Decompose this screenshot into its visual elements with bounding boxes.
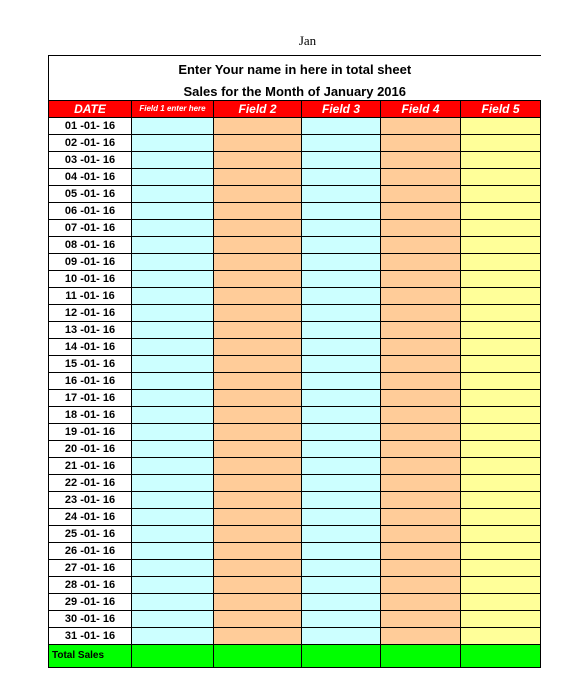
total-field-1-cell[interactable] (132, 645, 214, 668)
field-4-cell[interactable] (381, 254, 461, 271)
field-2-cell[interactable] (214, 424, 302, 441)
field-4-cell[interactable] (381, 611, 461, 628)
field-3-cell[interactable] (302, 407, 381, 424)
table-row (49, 118, 541, 135)
field-1-cell[interactable] (132, 594, 214, 611)
field-4-cell[interactable] (381, 339, 461, 356)
table-row (49, 152, 541, 169)
field-3-cell[interactable] (302, 458, 381, 475)
field-3-cell[interactable] (302, 424, 381, 441)
field-1-cell[interactable] (132, 305, 214, 322)
date-cell: 28 -01- 16 (49, 577, 132, 594)
field-2-cell[interactable] (214, 118, 302, 135)
table-row (49, 441, 541, 458)
column-header-field-3: Field 3 (302, 101, 381, 118)
date-cell: 16 -01- 16 (49, 373, 132, 390)
table-row (49, 322, 541, 339)
date-cell: 19 -01- 16 (49, 424, 132, 441)
field-5-cell[interactable] (461, 356, 541, 373)
field-1-cell[interactable] (132, 288, 214, 305)
table-row (49, 611, 541, 628)
table-row (49, 271, 541, 288)
date-cell: 05 -01- 16 (49, 186, 132, 203)
field-3-cell[interactable] (302, 577, 381, 594)
field-3-cell[interactable] (302, 339, 381, 356)
field-4-cell[interactable] (381, 271, 461, 288)
field-4-cell[interactable] (381, 560, 461, 577)
field-5-cell[interactable] (461, 441, 541, 458)
field-4-cell[interactable] (381, 407, 461, 424)
field-2-cell[interactable] (214, 560, 302, 577)
field-1-cell[interactable] (132, 560, 214, 577)
field-2-cell[interactable] (214, 356, 302, 373)
field-1-cell[interactable] (132, 526, 214, 543)
field-2-cell[interactable] (214, 305, 302, 322)
field-5-cell[interactable] (461, 322, 541, 339)
table-row (49, 203, 541, 220)
field-4-cell[interactable] (381, 152, 461, 169)
field-2-cell[interactable] (214, 526, 302, 543)
date-cell: 03 -01- 16 (49, 152, 132, 169)
date-cell: 27 -01- 16 (49, 560, 132, 577)
subtitle-row (49, 84, 541, 101)
field-2-cell[interactable] (214, 322, 302, 339)
field-5-cell[interactable] (461, 220, 541, 237)
field-1-cell[interactable] (132, 475, 214, 492)
column-header-field-1: Field 1 enter here (132, 101, 214, 118)
table-row (49, 628, 541, 645)
field-2-cell[interactable] (214, 288, 302, 305)
field-5-cell[interactable] (461, 186, 541, 203)
field-2-cell[interactable] (214, 441, 302, 458)
table-row (49, 186, 541, 203)
field-1-cell[interactable] (132, 424, 214, 441)
field-3-cell[interactable] (302, 305, 381, 322)
field-5-cell[interactable] (461, 135, 541, 152)
field-2-cell[interactable] (214, 492, 302, 509)
field-1-cell[interactable] (132, 611, 214, 628)
table-row (49, 288, 541, 305)
field-3-cell[interactable] (302, 492, 381, 509)
field-3-cell[interactable] (302, 390, 381, 407)
table-row (49, 594, 541, 611)
field-5-cell[interactable] (461, 577, 541, 594)
field-4-cell[interactable] (381, 237, 461, 254)
field-5-cell[interactable] (461, 407, 541, 424)
field-2-cell[interactable] (214, 577, 302, 594)
field-4-cell[interactable] (381, 186, 461, 203)
field-3-cell[interactable] (302, 118, 381, 135)
field-3-cell[interactable] (302, 203, 381, 220)
field-4-cell[interactable] (381, 458, 461, 475)
field-1-cell[interactable] (132, 373, 214, 390)
date-cell: 25 -01- 16 (49, 526, 132, 543)
table-row (49, 424, 541, 441)
field-2-cell[interactable] (214, 186, 302, 203)
field-1-cell[interactable] (132, 186, 214, 203)
field-3-cell[interactable] (302, 594, 381, 611)
table-row (49, 390, 541, 407)
date-cell: 24 -01- 16 (49, 509, 132, 526)
field-4-cell[interactable] (381, 628, 461, 645)
field-5-cell[interactable] (461, 390, 541, 407)
date-cell: 23 -01- 16 (49, 492, 132, 509)
field-2-cell[interactable] (214, 458, 302, 475)
table-row (49, 492, 541, 509)
field-2-cell[interactable] (214, 271, 302, 288)
field-3-cell[interactable] (302, 543, 381, 560)
field-5-cell[interactable] (461, 628, 541, 645)
field-1-cell[interactable] (132, 203, 214, 220)
date-cell: 11 -01- 16 (49, 288, 132, 305)
table-row (49, 560, 541, 577)
total-field-3-cell[interactable] (302, 645, 381, 668)
field-5-cell[interactable] (461, 237, 541, 254)
date-cell: 26 -01- 16 (49, 543, 132, 560)
field-3-cell[interactable] (302, 152, 381, 169)
field-1-cell[interactable] (132, 254, 214, 271)
field-5-cell[interactable] (461, 169, 541, 186)
table-row (49, 305, 541, 322)
table-row (49, 407, 541, 424)
date-cell: 09 -01- 16 (49, 254, 132, 271)
field-1-cell[interactable] (132, 135, 214, 152)
field-4-cell[interactable] (381, 169, 461, 186)
field-2-cell[interactable] (214, 254, 302, 271)
column-header-date: DATE (49, 101, 132, 118)
field-4-cell[interactable] (381, 288, 461, 305)
column-header-field-5: Field 5 (461, 101, 541, 118)
field-5-cell[interactable] (461, 254, 541, 271)
page-header: Jan (298, 33, 317, 48)
field-4-cell[interactable] (381, 543, 461, 560)
field-3-cell[interactable] (302, 288, 381, 305)
field-5-cell[interactable] (461, 543, 541, 560)
field-4-cell[interactable] (381, 373, 461, 390)
field-4-cell[interactable] (381, 526, 461, 543)
field-5-cell[interactable] (461, 611, 541, 628)
column-header-field-4: Field 4 (381, 101, 461, 118)
table-row (49, 356, 541, 373)
field-3-cell[interactable] (302, 628, 381, 645)
field-1-cell[interactable] (132, 543, 214, 560)
field-2-cell[interactable] (214, 543, 302, 560)
field-3-cell[interactable] (302, 271, 381, 288)
field-3-cell[interactable] (302, 237, 381, 254)
date-cell: 13 -01- 16 (49, 322, 132, 339)
field-4-cell[interactable] (381, 577, 461, 594)
field-2-cell[interactable] (214, 628, 302, 645)
field-5-cell[interactable] (461, 526, 541, 543)
date-cell: 22 -01- 16 (49, 475, 132, 492)
field-4-cell[interactable] (381, 475, 461, 492)
field-5-cell[interactable] (461, 152, 541, 169)
field-2-cell[interactable] (214, 390, 302, 407)
total-field-5-cell[interactable] (461, 645, 541, 668)
table-row (49, 169, 541, 186)
field-2-cell[interactable] (214, 237, 302, 254)
field-3-cell[interactable] (302, 373, 381, 390)
field-1-cell[interactable] (132, 407, 214, 424)
field-4-cell[interactable] (381, 509, 461, 526)
date-cell: 06 -01- 16 (49, 203, 132, 220)
field-1-cell[interactable] (132, 390, 214, 407)
field-3-cell[interactable] (302, 509, 381, 526)
field-4-cell[interactable] (381, 220, 461, 237)
field-3-cell[interactable] (302, 526, 381, 543)
field-2-cell[interactable] (214, 169, 302, 186)
header-row (49, 101, 541, 118)
field-5-cell[interactable] (461, 475, 541, 492)
field-5-cell[interactable] (461, 560, 541, 577)
date-cell: 04 -01- 16 (49, 169, 132, 186)
field-5-cell[interactable] (461, 458, 541, 475)
field-1-cell[interactable] (132, 237, 214, 254)
column-header-field-2: Field 2 (214, 101, 302, 118)
date-cell: 20 -01- 16 (49, 441, 132, 458)
field-5-cell[interactable] (461, 594, 541, 611)
field-5-cell[interactable] (461, 271, 541, 288)
field-3-cell[interactable] (302, 475, 381, 492)
field-2-cell[interactable] (214, 152, 302, 169)
table-row (49, 509, 541, 526)
field-5-cell[interactable] (461, 509, 541, 526)
date-cell: 21 -01- 16 (49, 458, 132, 475)
total-field-2-cell[interactable] (214, 645, 302, 668)
sales-sheet (48, 55, 541, 668)
field-1-cell[interactable] (132, 509, 214, 526)
title-row (49, 56, 541, 85)
field-2-cell[interactable] (214, 509, 302, 526)
date-cell: 07 -01- 16 (49, 220, 132, 237)
field-4-cell[interactable] (381, 492, 461, 509)
field-5-cell[interactable] (461, 373, 541, 390)
field-4-cell[interactable] (381, 424, 461, 441)
field-2-cell[interactable] (214, 339, 302, 356)
field-1-cell[interactable] (132, 356, 214, 373)
table-row (49, 237, 541, 254)
table-row (49, 577, 541, 594)
field-4-cell[interactable] (381, 594, 461, 611)
total-field-4-cell[interactable] (381, 645, 461, 668)
field-1-cell[interactable] (132, 169, 214, 186)
field-5-cell[interactable] (461, 492, 541, 509)
field-5-cell[interactable] (461, 424, 541, 441)
table-row (49, 458, 541, 475)
date-cell: 29 -01- 16 (49, 594, 132, 611)
date-cell: 12 -01- 16 (49, 305, 132, 322)
field-4-cell[interactable] (381, 356, 461, 373)
field-4-cell[interactable] (381, 203, 461, 220)
field-1-cell[interactable] (132, 118, 214, 135)
field-3-cell[interactable] (302, 441, 381, 458)
sheet-title: Enter Your name in here in total sheet (49, 56, 541, 85)
field-1-cell[interactable] (132, 441, 214, 458)
field-2-cell[interactable] (214, 203, 302, 220)
field-3-cell[interactable] (302, 186, 381, 203)
field-4-cell[interactable] (381, 322, 461, 339)
table-row (49, 339, 541, 356)
field-1-cell[interactable] (132, 220, 214, 237)
field-1-cell[interactable] (132, 322, 214, 339)
field-2-cell[interactable] (214, 407, 302, 424)
field-3-cell[interactable] (302, 135, 381, 152)
field-2-cell[interactable] (214, 611, 302, 628)
field-3-cell[interactable] (302, 169, 381, 186)
field-5-cell[interactable] (461, 118, 541, 135)
field-2-cell[interactable] (214, 220, 302, 237)
field-4-cell[interactable] (381, 390, 461, 407)
field-2-cell[interactable] (214, 373, 302, 390)
date-cell: 08 -01- 16 (49, 237, 132, 254)
table-row (49, 526, 541, 543)
date-cell: 15 -01- 16 (49, 356, 132, 373)
field-5-cell[interactable] (461, 305, 541, 322)
table-row (49, 254, 541, 271)
field-4-cell[interactable] (381, 118, 461, 135)
field-3-cell[interactable] (302, 560, 381, 577)
field-1-cell[interactable] (132, 492, 214, 509)
table-row (49, 135, 541, 152)
table-row (49, 543, 541, 560)
field-1-cell[interactable] (132, 152, 214, 169)
field-1-cell[interactable] (132, 628, 214, 645)
field-3-cell[interactable] (302, 611, 381, 628)
sheet-subtitle: Sales for the Month of January 2016 (49, 84, 541, 101)
field-4-cell[interactable] (381, 305, 461, 322)
table-row (49, 475, 541, 492)
date-cell: 18 -01- 16 (49, 407, 132, 424)
date-cell: 01 -01- 16 (49, 118, 132, 135)
total-row (49, 645, 541, 668)
date-cell: 10 -01- 16 (49, 271, 132, 288)
date-cell: 02 -01- 16 (49, 135, 132, 152)
field-2-cell[interactable] (214, 475, 302, 492)
date-cell: 17 -01- 16 (49, 390, 132, 407)
field-5-cell[interactable] (461, 339, 541, 356)
date-cell: 30 -01- 16 (49, 611, 132, 628)
field-4-cell[interactable] (381, 135, 461, 152)
field-1-cell[interactable] (132, 339, 214, 356)
field-4-cell[interactable] (381, 441, 461, 458)
date-cell: 31 -01- 16 (49, 628, 132, 645)
field-3-cell[interactable] (302, 356, 381, 373)
field-5-cell[interactable] (461, 288, 541, 305)
field-3-cell[interactable] (302, 254, 381, 271)
date-cell: 14 -01- 16 (49, 339, 132, 356)
table-row (49, 220, 541, 237)
field-2-cell[interactable] (214, 594, 302, 611)
total-sales-label: Total Sales (49, 645, 132, 668)
field-2-cell[interactable] (214, 135, 302, 152)
field-1-cell[interactable] (132, 271, 214, 288)
field-3-cell[interactable] (302, 322, 381, 339)
field-1-cell[interactable] (132, 458, 214, 475)
table-row (49, 373, 541, 390)
field-1-cell[interactable] (132, 577, 214, 594)
field-5-cell[interactable] (461, 203, 541, 220)
field-3-cell[interactable] (302, 220, 381, 237)
